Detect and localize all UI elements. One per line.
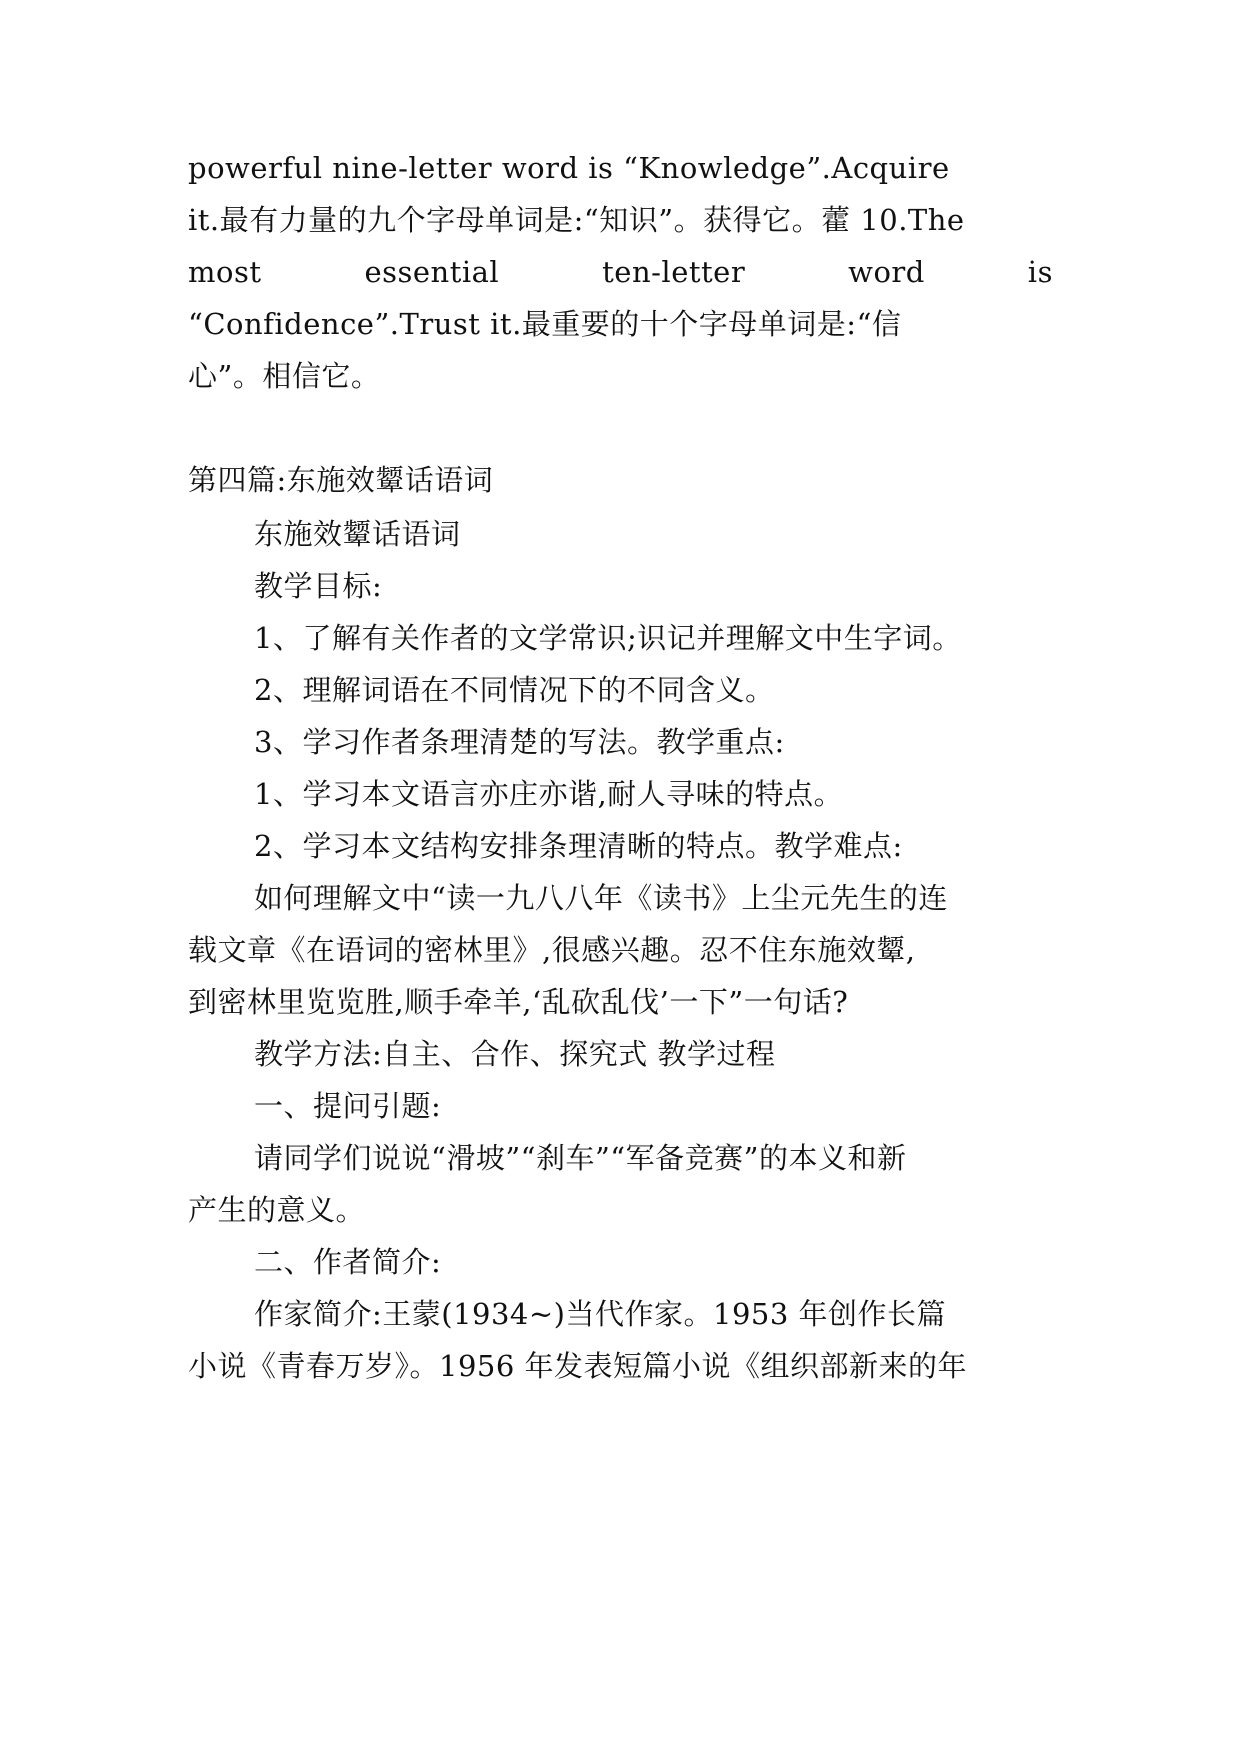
part-heading: 二、作者简介: bbox=[254, 1245, 442, 1279]
section-title: 东施效颦话语词 bbox=[254, 517, 461, 551]
text-line: it.最有力量的九个字母单词是:“知识”。获得它。藿 10.The bbox=[188, 203, 965, 237]
goal-item: 2、理解词语在不同情况下的不同含义。 bbox=[254, 673, 775, 707]
difficulty-text: 如何理解文中“读一九八八年《读书》上尘元先生的连 bbox=[254, 881, 948, 915]
word: essential bbox=[364, 255, 500, 289]
section-heading: 第四篇:东施效颦话语词 bbox=[188, 463, 494, 497]
text-line: 心”。相信它。 bbox=[188, 359, 381, 393]
part-heading: 一、提问引题: bbox=[254, 1089, 442, 1123]
difficulty-text: 载文章《在语词的密林里》,很感兴趣。忍不住东施效颦, bbox=[188, 933, 916, 967]
paragraph-text: 产生的意义。 bbox=[188, 1193, 366, 1227]
key-point-item: 1、学习本文语言亦庄亦谐,耐人寻味的特点。 bbox=[254, 777, 844, 811]
word: most bbox=[188, 255, 262, 289]
word: is bbox=[1027, 255, 1053, 289]
text-line: “Confidence”.Trust it.最重要的十个字母单词是:“信 bbox=[188, 307, 902, 341]
key-point-item: 2、学习本文结构安排条理清晰的特点。教学难点: bbox=[254, 829, 903, 863]
text-line: powerful nine-letter word is “Knowledge”.Acquire bbox=[188, 151, 950, 185]
methods-text: 教学方法:自主、合作、探究式 教学过程 bbox=[254, 1037, 776, 1071]
difficulty-text: 到密林里览览胜,顺手牵羊,‘乱砍乱伐’一下”一句话? bbox=[188, 985, 849, 1019]
goal-item: 3、学习作者条理清楚的写法。教学重点: bbox=[254, 725, 785, 759]
text-line-justified bbox=[188, 252, 1053, 292]
word: word bbox=[848, 255, 925, 289]
paragraph-text: 小说《青春万岁》。1956 年发表短篇小说《组织部新来的年 bbox=[188, 1349, 968, 1383]
goal-item: 1、了解有关作者的文学常识;识记并理解文中生字词。 bbox=[254, 621, 962, 655]
paragraph-text: 请同学们说说“滑坡”“刹车”“军备竞赛”的本义和新 bbox=[254, 1141, 907, 1175]
goals-label: 教学目标: bbox=[254, 569, 383, 603]
word: ten-letter bbox=[602, 255, 746, 289]
paragraph-text: 作家简介:王蒙(1934~)当代作家。1953 年创作长篇 bbox=[254, 1297, 947, 1331]
